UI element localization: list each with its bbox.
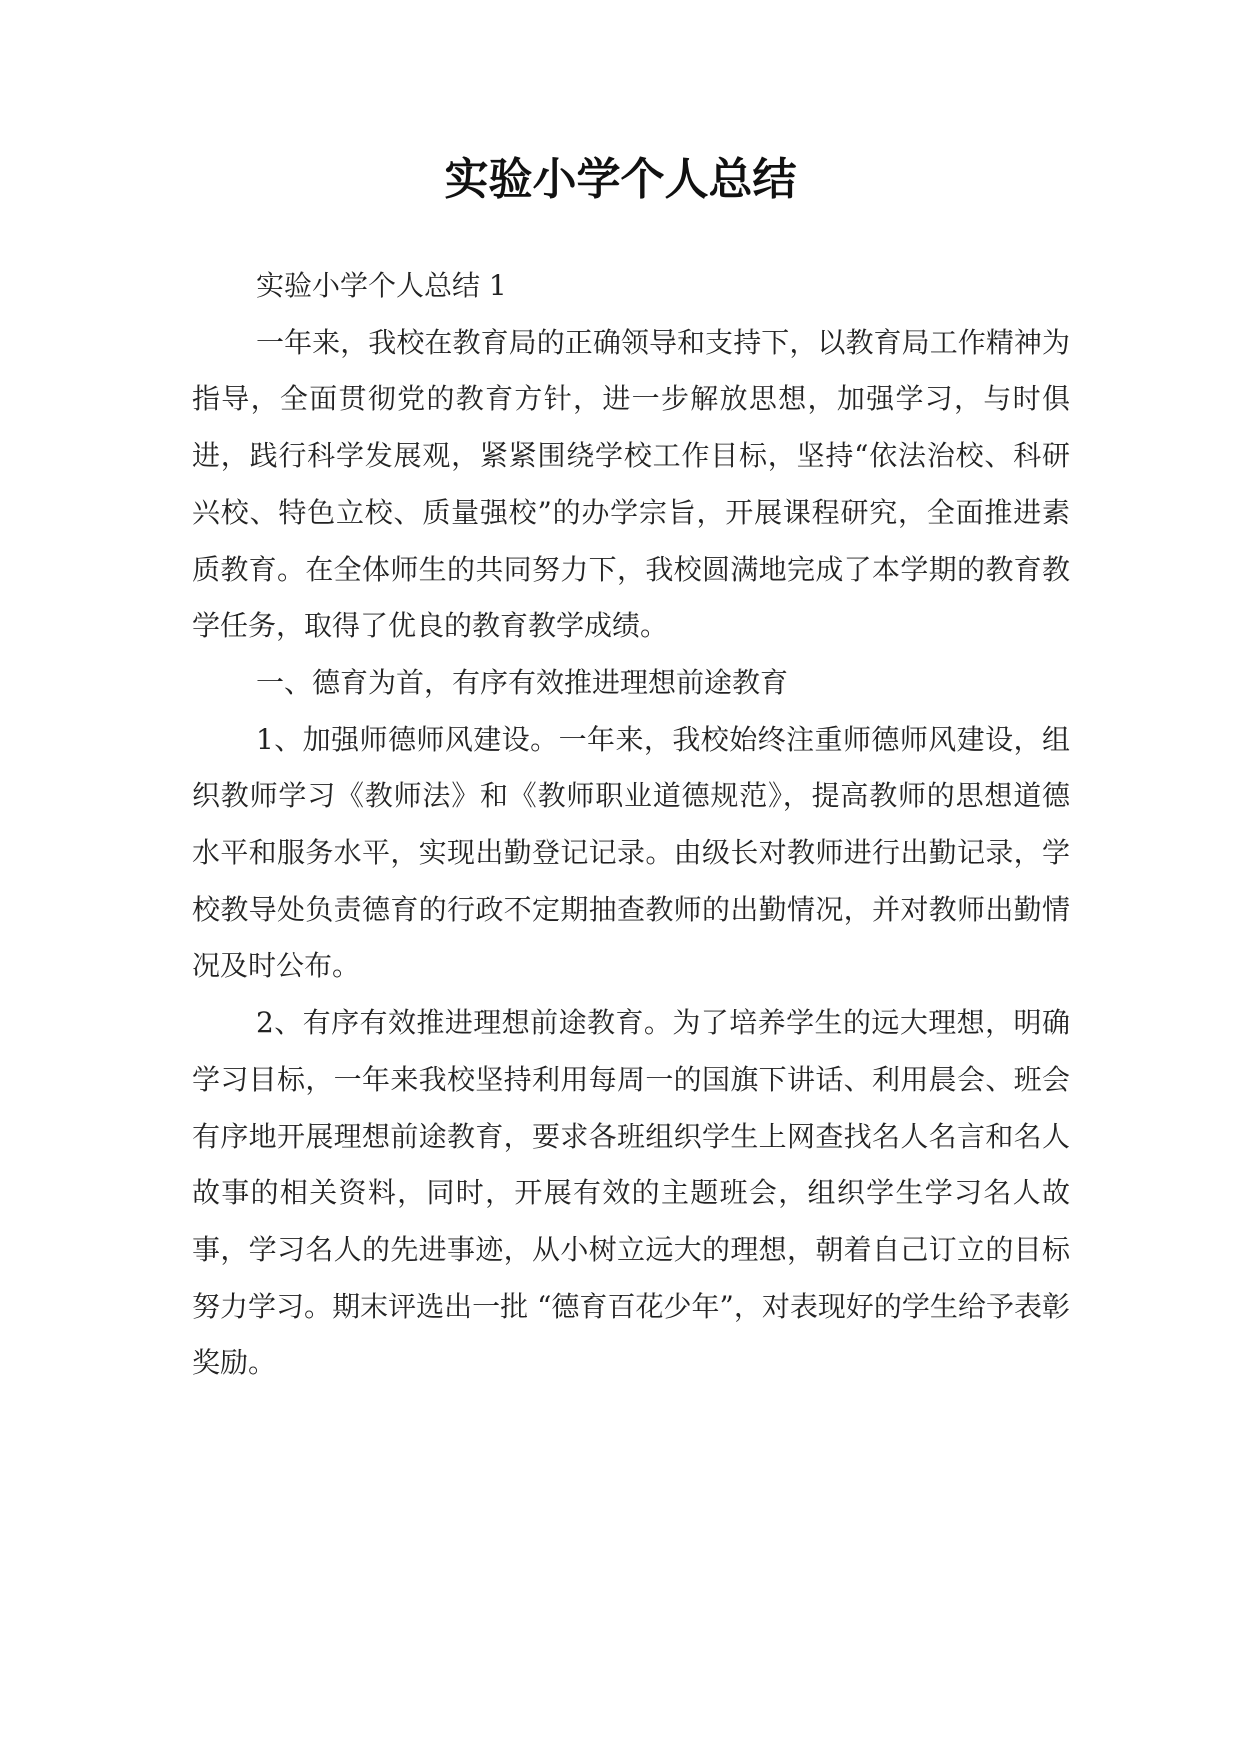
paragraph-ideals-education: 2、有序有效推进理想前途教育。为了培养学生的远大理想，明确学习目标，一年来我校坚持利用每周一的国旗下讲话、利用晨会、班会有序地开展理想前途教育，要求各班组织学生上网查找名人名言和名人故事的相关资料，同时，开展有效的主题班会，组织学生学习名人故事，学习名人的先进事迹，从小树立远大的理想，朝着自己订立的目标努力学习。期末评选出一批 “德育百花少年”，对表现好的学生给予表彰奖励。 xyxy=(192,1006,1070,1380)
document-title: 实验小学个人总结 xyxy=(444,154,797,205)
subsection-heading-moral-education: 一、德育为首，有序有效推进理想前途教育 xyxy=(256,665,789,699)
document-body xyxy=(192,258,1070,1392)
paragraph-teacher-ethics: 1、加强师德师风建设。一年来，我校始终注重师德师风建设，组织教师学习《教师法》和《教师职业道德规范》，提高教师的思想道德水平和服务水平，实现出勤登记记录。由级长对教师进行出勤记录，学校教导处负责德育的行政不定期抽查教师的出勤情况，并对教师出勤情况及时公布。 xyxy=(192,722,1070,983)
paragraph-intro: 一年来，我校在教育局的正确领导和支持下，以教育局工作精神为指导，全面贯彻党的教育方针，进一步解放思想，加强学习，与时俱进，践行科学发展观，紧紧围绕学校工作目标，坚持“依法治校、科研兴校、特色立校、质量强校”的办学宗旨，开展课程研究，全面推进素质教育。在全体师生的共同努力下，我校圆满地完成了本学期的教育教学任务，取得了优良的教育教学成绩。 xyxy=(192,325,1070,643)
section-heading: 实验小学个人总结 1 xyxy=(256,269,507,302)
